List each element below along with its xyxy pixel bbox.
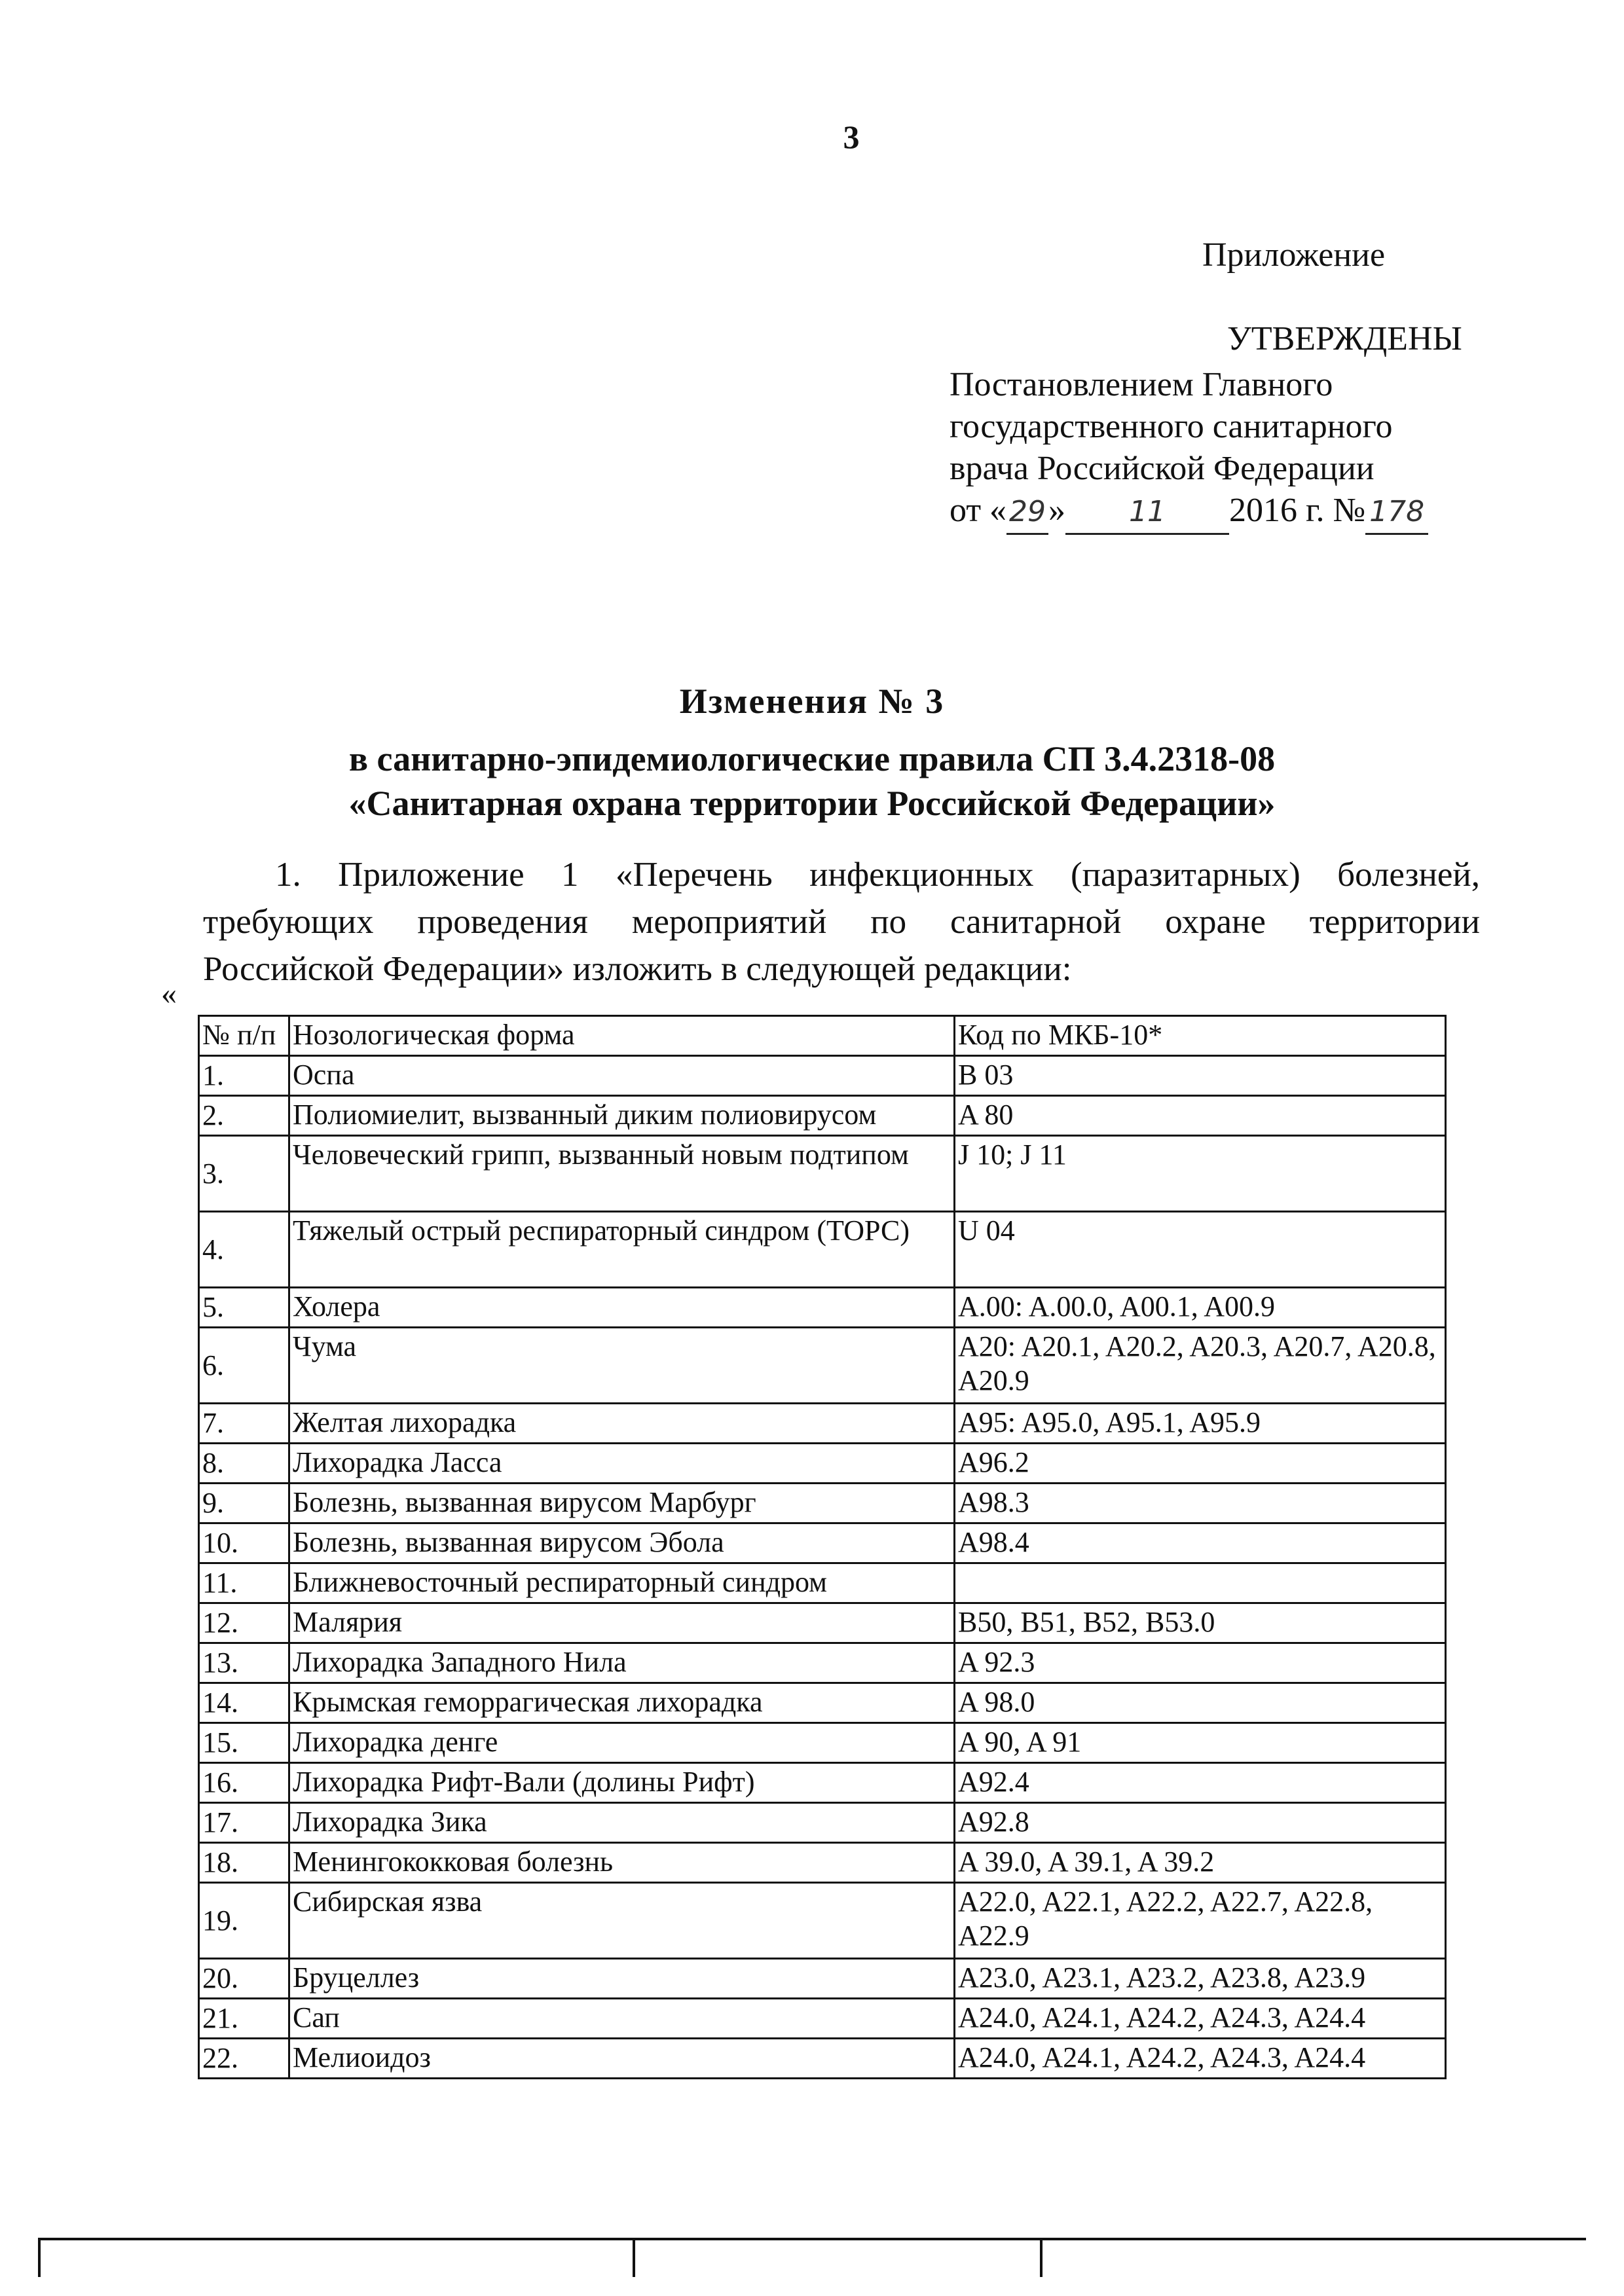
row-number: 11. (199, 1563, 289, 1603)
row-icd-code: A24.0, A24.1, A24.2, A24.3, A24.4 (955, 2039, 1446, 2079)
row-icd-code: B50, B51, B52, B53.0 (955, 1603, 1446, 1643)
table-row (199, 1096, 1446, 1136)
date-prefix: от « (950, 492, 1007, 529)
row-nosological-form: Лихорадка Рифт-Вали (долины Рифт) (289, 1763, 955, 1803)
table-row (199, 1603, 1446, 1643)
row-number: 7. (199, 1404, 289, 1444)
row-number: 3. (199, 1136, 289, 1212)
row-icd-code: A20: A20.1, A20.2, A20.3, A20.7, A20.8, A20.9 (955, 1328, 1446, 1404)
row-icd-code: A 90, A 91 (955, 1723, 1446, 1763)
table-header-row (199, 1016, 1446, 1056)
row-nosological-form: Холера (289, 1288, 955, 1328)
row-icd-code: A98.3 (955, 1484, 1446, 1523)
row-icd-code: A24.0, A24.1, A24.2, A24.3, A24.4 (955, 1999, 1446, 2039)
row-icd-code: A 92.3 (955, 1643, 1446, 1683)
intro-line-1: 1. Приложение 1 «Перечень инфекционных (паразитарных) болезней, (275, 856, 1480, 894)
row-nosological-form: Болезнь, вызванная вирусом Эбола (289, 1523, 955, 1563)
appendix-label: Приложение (1202, 236, 1386, 274)
opening-quote-mark: « (161, 976, 177, 1011)
page-number: 3 (843, 118, 860, 155)
row-icd-code: U 04 (955, 1212, 1446, 1288)
row-number: 12. (199, 1603, 289, 1643)
date-month-handwritten: 11 (1065, 491, 1229, 535)
row-nosological-form: Лихорадка Зика (289, 1803, 955, 1843)
header-number: № п/п (199, 1016, 289, 1056)
row-icd-code: A 39.0, A 39.1, A 39.2 (955, 1843, 1446, 1883)
date-mid: » (1048, 492, 1066, 529)
row-icd-code: A95: A95.0, A95.1, A95.9 (955, 1404, 1446, 1444)
row-number: 19. (199, 1883, 289, 1959)
table-row (199, 1723, 1446, 1763)
table-row (199, 1999, 1446, 2039)
row-icd-code: A96.2 (955, 1444, 1446, 1484)
row-nosological-form: Менингококковая болезнь (289, 1843, 955, 1883)
row-nosological-form: Малярия (289, 1603, 955, 1643)
bottom-rule-tick (1040, 2238, 1043, 2277)
row-nosological-form: Желтая лихорадка (289, 1404, 955, 1444)
table-row (199, 1484, 1446, 1523)
decree-number-handwritten: 178 (1365, 491, 1428, 535)
row-nosological-form: Тяжелый острый респираторный синдром (ТОРС) (289, 1212, 955, 1288)
table-row (199, 1763, 1446, 1803)
row-icd-code: A92.4 (955, 1763, 1446, 1803)
row-number: 10. (199, 1523, 289, 1563)
date-year: 2016 г. № (1229, 492, 1366, 529)
row-nosological-form: Лихорадка Западного Нила (289, 1643, 955, 1683)
row-nosological-form: Болезнь, вызванная вирусом Марбург (289, 1484, 955, 1523)
table-row (199, 1803, 1446, 1843)
row-icd-code (955, 1563, 1446, 1603)
row-number: 2. (199, 1096, 289, 1136)
approval-date-line (950, 490, 1428, 535)
document-title: Изменения № 3 (679, 682, 945, 721)
row-icd-code: A22.0, A22.1, A22.2, A22.7, A22.8, A22.9 (955, 1883, 1446, 1959)
row-number: 9. (199, 1484, 289, 1523)
row-nosological-form: Полиомиелит, вызванный диким полиовирусом (289, 1096, 955, 1136)
row-nosological-form: Бруцеллез (289, 1959, 955, 1999)
table-row (199, 1212, 1446, 1288)
subtitle-line-2: «Санитарная охрана территории Российской Федерации» (348, 784, 1276, 823)
row-nosological-form: Человеческий грипп, вызванный новым подтипом (289, 1136, 955, 1212)
intro-line-3: Российской Федерации» изложить в следующей редакции: (203, 950, 1072, 988)
intro-line-2: требующих проведения мероприятий по санитарной охране территории (203, 903, 1480, 941)
document-subtitle (0, 737, 1624, 826)
table-row (199, 1643, 1446, 1683)
header-nosological-form: Нозологическая форма (289, 1016, 955, 1056)
table-row (199, 1404, 1446, 1444)
bottom-rule (38, 2238, 1586, 2240)
row-number: 22. (199, 2039, 289, 2079)
row-icd-code: A 80 (955, 1096, 1446, 1136)
table-row (199, 1843, 1446, 1883)
header-icd-code: Код по МКБ-10* (955, 1016, 1446, 1056)
row-nosological-form: Мелиоидоз (289, 2039, 955, 2079)
table-row (199, 1444, 1446, 1484)
table-row (199, 1959, 1446, 1999)
row-nosological-form: Сап (289, 1999, 955, 2039)
row-number: 6. (199, 1328, 289, 1404)
row-nosological-form: Лихорадка Ласса (289, 1444, 955, 1484)
table-row (199, 2039, 1446, 2079)
row-nosological-form: Крымская геморрагическая лихорадка (289, 1683, 955, 1723)
table-row (199, 1563, 1446, 1603)
row-nosological-form: Чума (289, 1328, 955, 1404)
row-number: 8. (199, 1444, 289, 1484)
row-nosological-form: Ближневосточный респираторный синдром (289, 1563, 955, 1603)
row-number: 5. (199, 1288, 289, 1328)
row-icd-code: A 98.0 (955, 1683, 1446, 1723)
row-nosological-form: Лихорадка денге (289, 1723, 955, 1763)
row-number: 14. (199, 1683, 289, 1723)
row-number: 15. (199, 1723, 289, 1763)
diseases-table (198, 1015, 1447, 2079)
row-icd-code: A98.4 (955, 1523, 1446, 1563)
row-nosological-form: Сибирская язва (289, 1883, 955, 1959)
row-nosological-form: Оспа (289, 1056, 955, 1096)
row-icd-code: A92.8 (955, 1803, 1446, 1843)
table-row (199, 1136, 1446, 1212)
row-number: 1. (199, 1056, 289, 1096)
row-number: 21. (199, 1999, 289, 2039)
row-number: 4. (199, 1212, 289, 1288)
row-icd-code: A23.0, A23.1, A23.2, A23.8, A23.9 (955, 1959, 1446, 1999)
bottom-rule-tick (633, 2238, 635, 2277)
row-number: 17. (199, 1803, 289, 1843)
table-row (199, 1683, 1446, 1723)
intro-paragraph (203, 851, 1480, 993)
row-icd-code: A.00: A.00.0, A00.1, A00.9 (955, 1288, 1446, 1328)
diseases-table-body (199, 1016, 1446, 2079)
row-number: 20. (199, 1959, 289, 1999)
table-row (199, 1288, 1446, 1328)
subtitle-line-1: в санитарно-эпидемиологические правила СП 3.4.2318-08 (348, 739, 1276, 778)
table-row (199, 1883, 1446, 1959)
table-row (199, 1328, 1446, 1404)
row-icd-code: B 03 (955, 1056, 1446, 1096)
table-row (199, 1523, 1446, 1563)
row-icd-code: J 10; J 11 (955, 1136, 1446, 1212)
approval-line-2: государственного санитарного (950, 408, 1393, 445)
approval-line-3: врача Российской Федерации (950, 450, 1375, 487)
approval-line-1: Постановлением Главного (950, 366, 1333, 403)
bottom-rule-tick (38, 2238, 41, 2277)
row-number: 16. (199, 1763, 289, 1803)
approval-title: УТВЕРЖДЕНЫ (1227, 320, 1462, 357)
row-number: 18. (199, 1843, 289, 1883)
row-number: 13. (199, 1643, 289, 1683)
date-day-handwritten: 29 (1006, 491, 1048, 535)
table-row (199, 1056, 1446, 1096)
approval-block (950, 364, 1428, 535)
